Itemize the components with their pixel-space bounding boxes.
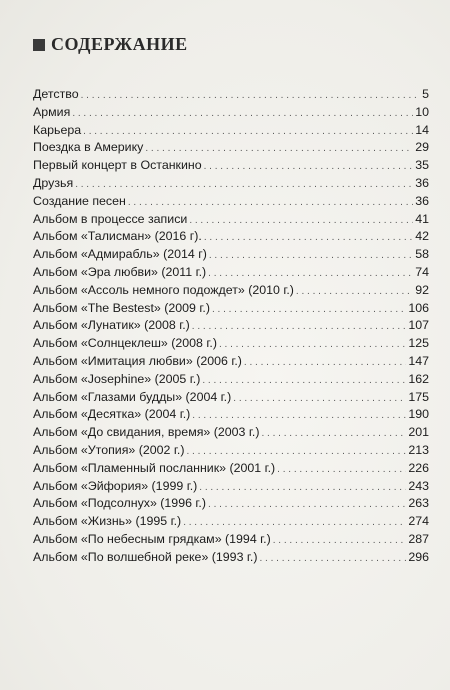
toc-entry xyxy=(33,228,429,246)
toc-entry xyxy=(33,371,429,389)
toc-entry-title: Альбом «Имитация любви» (2006 г.) xyxy=(33,353,242,368)
toc-entry-page-number: 190 xyxy=(408,407,429,422)
toc-entry-page-number: 36 xyxy=(415,175,429,190)
toc-entry-title: Создание песен xyxy=(33,193,126,208)
toc-leader-dots xyxy=(83,123,413,141)
toc-entry-title: Альбом «Жизнь» (1995 г.) xyxy=(33,514,182,529)
toc-leader-dots xyxy=(204,229,413,247)
toc-entry-title: Альбом «Адмирабль» (2014 г) xyxy=(33,247,207,262)
toc-leader-dots xyxy=(183,514,406,532)
toc-entry-page-number: 36 xyxy=(415,193,429,208)
toc-entry-page-number: 213 xyxy=(408,442,429,457)
toc-entry-title: Альбом «The Bestest» (2009 г.) xyxy=(33,300,210,315)
toc-entry xyxy=(33,460,429,478)
toc-leader-dots xyxy=(277,461,406,479)
toc-entry-page-number: 106 xyxy=(408,300,429,315)
toc-entry-page-number: 10 xyxy=(415,104,429,119)
toc-entry-page-number: 107 xyxy=(408,318,429,333)
toc-entry xyxy=(33,157,429,175)
toc-leader-dots xyxy=(261,425,406,443)
toc-entry-title: Поездка в Америку xyxy=(33,140,144,155)
toc-entry-title: Альбом «Подсолнух» (1996 г.) xyxy=(33,496,207,511)
toc-entry xyxy=(33,424,429,442)
toc-leader-dots xyxy=(75,176,413,194)
toc-entry xyxy=(33,353,429,371)
heading-text: СОДЕРЖАНИЕ xyxy=(51,34,188,54)
toc-leader-dots xyxy=(209,247,413,265)
toc-entry-page-number: 243 xyxy=(408,478,429,493)
toc-leader-dots xyxy=(208,496,406,514)
toc-entry-page-number: 14 xyxy=(415,122,429,137)
toc-leader-dots xyxy=(192,407,406,425)
toc-entry-title: Альбом «Лунатик» (2008 г.) xyxy=(33,318,190,333)
toc-entry-page-number: 274 xyxy=(408,514,429,529)
toc-entry xyxy=(33,282,429,300)
toc-leader-dots xyxy=(296,283,413,301)
toc-leader-dots xyxy=(244,354,406,372)
toc-leader-dots xyxy=(192,318,407,336)
toc-entry-title: Друзья xyxy=(33,175,74,190)
toc-entry-title: Альбом «Пламенный посланник» (2001 г.) xyxy=(33,460,276,475)
toc-entry-title: Альбом «По небесным грядкам» (1994 г.) xyxy=(33,531,271,546)
toc-entry xyxy=(33,246,429,264)
toc-entry-page-number: 263 xyxy=(408,496,429,511)
toc-leader-dots xyxy=(202,372,406,390)
toc-entry xyxy=(33,264,429,282)
toc-entry-page-number: 74 xyxy=(415,264,429,279)
toc-entry-title: Альбом «Эра любви» (2011 г.) xyxy=(33,264,207,279)
toc-entry-title: Альбом «Солнцеклеш» (2008 г.) xyxy=(33,336,217,351)
toc-entry-page-number: 125 xyxy=(408,336,429,351)
toc-entry-page-number: 175 xyxy=(408,389,429,404)
toc-leader-dots xyxy=(186,443,406,461)
toc-entry xyxy=(33,175,429,193)
toc-entry xyxy=(33,122,429,140)
toc-entry xyxy=(33,389,429,407)
toc-entry xyxy=(33,531,429,549)
toc-entry xyxy=(33,335,429,353)
toc-entry xyxy=(33,406,429,424)
toc-entry-title: Альбом «До свидания, время» (2003 г.) xyxy=(33,425,260,440)
toc-leader-dots xyxy=(72,105,413,123)
toc-entry xyxy=(33,549,429,567)
toc-entry-page-number: 296 xyxy=(408,549,429,564)
toc-entry xyxy=(33,139,429,157)
toc-entry-page-number: 5 xyxy=(422,87,429,101)
toc-entry-title: Альбом «Талисман» (2016 г). xyxy=(33,229,202,244)
table-of-contents xyxy=(33,86,429,567)
toc-leader-dots xyxy=(204,158,414,176)
toc-entry-page-number: 58 xyxy=(415,247,429,262)
toc-leader-dots xyxy=(128,194,413,212)
toc-entry-title: Альбом «Глазами будды» (2004 г.) xyxy=(33,389,232,404)
toc-entry-title: Альбом в процессе записи xyxy=(33,211,188,226)
contents-heading xyxy=(33,34,188,55)
toc-leader-dots xyxy=(199,479,406,497)
toc-entry xyxy=(33,104,429,122)
toc-entry-title: Альбом «Утопия» (2002 г.) xyxy=(33,442,185,457)
toc-entry xyxy=(33,317,429,335)
toc-entry-page-number: 41 xyxy=(415,211,429,226)
square-bullet-icon xyxy=(33,39,45,51)
toc-entry-page-number: 147 xyxy=(408,353,429,368)
toc-leader-dots xyxy=(81,87,420,105)
toc-entry-page-number: 29 xyxy=(415,140,429,155)
toc-entry-title: Карьера xyxy=(33,122,82,137)
toc-leader-dots xyxy=(219,336,406,354)
toc-entry xyxy=(33,193,429,211)
toc-entry xyxy=(33,513,429,531)
toc-entry xyxy=(33,211,429,229)
toc-leader-dots xyxy=(233,390,406,408)
toc-leader-dots xyxy=(145,140,413,158)
toc-leader-dots xyxy=(259,550,406,568)
toc-entry-page-number: 92 xyxy=(415,282,429,297)
toc-entry xyxy=(33,86,429,104)
toc-leader-dots xyxy=(212,301,406,319)
toc-entry-page-number: 42 xyxy=(415,229,429,244)
toc-entry-page-number: 35 xyxy=(415,158,429,173)
toc-entry xyxy=(33,300,429,318)
toc-entry-page-number: 226 xyxy=(408,460,429,475)
toc-entry-page-number: 201 xyxy=(408,425,429,440)
toc-leader-dots xyxy=(208,265,413,283)
toc-entry xyxy=(33,478,429,496)
toc-leader-dots xyxy=(189,212,413,230)
toc-entry-page-number: 162 xyxy=(408,371,429,386)
toc-entry-title: Альбом «По волшебной реке» (1993 г.) xyxy=(33,549,258,564)
toc-entry xyxy=(33,442,429,460)
toc-leader-dots xyxy=(273,532,407,550)
toc-entry-title: Армия xyxy=(33,104,71,119)
toc-entry-title: Альбом «Ассоль немного подождет» (2010 г.) xyxy=(33,282,294,297)
toc-entry-title: Первый концерт в Останкино xyxy=(33,158,202,173)
toc-entry xyxy=(33,495,429,513)
toc-entry-title: Детство xyxy=(33,87,79,101)
toc-entry-title: Альбом «Эйфория» (1999 г.) xyxy=(33,478,198,493)
toc-entry-page-number: 287 xyxy=(408,531,429,546)
toc-entry-title: Альбом «Десятка» (2004 г.) xyxy=(33,407,191,422)
toc-entry-title: Альбом «Josephine» (2005 г.) xyxy=(33,371,201,386)
